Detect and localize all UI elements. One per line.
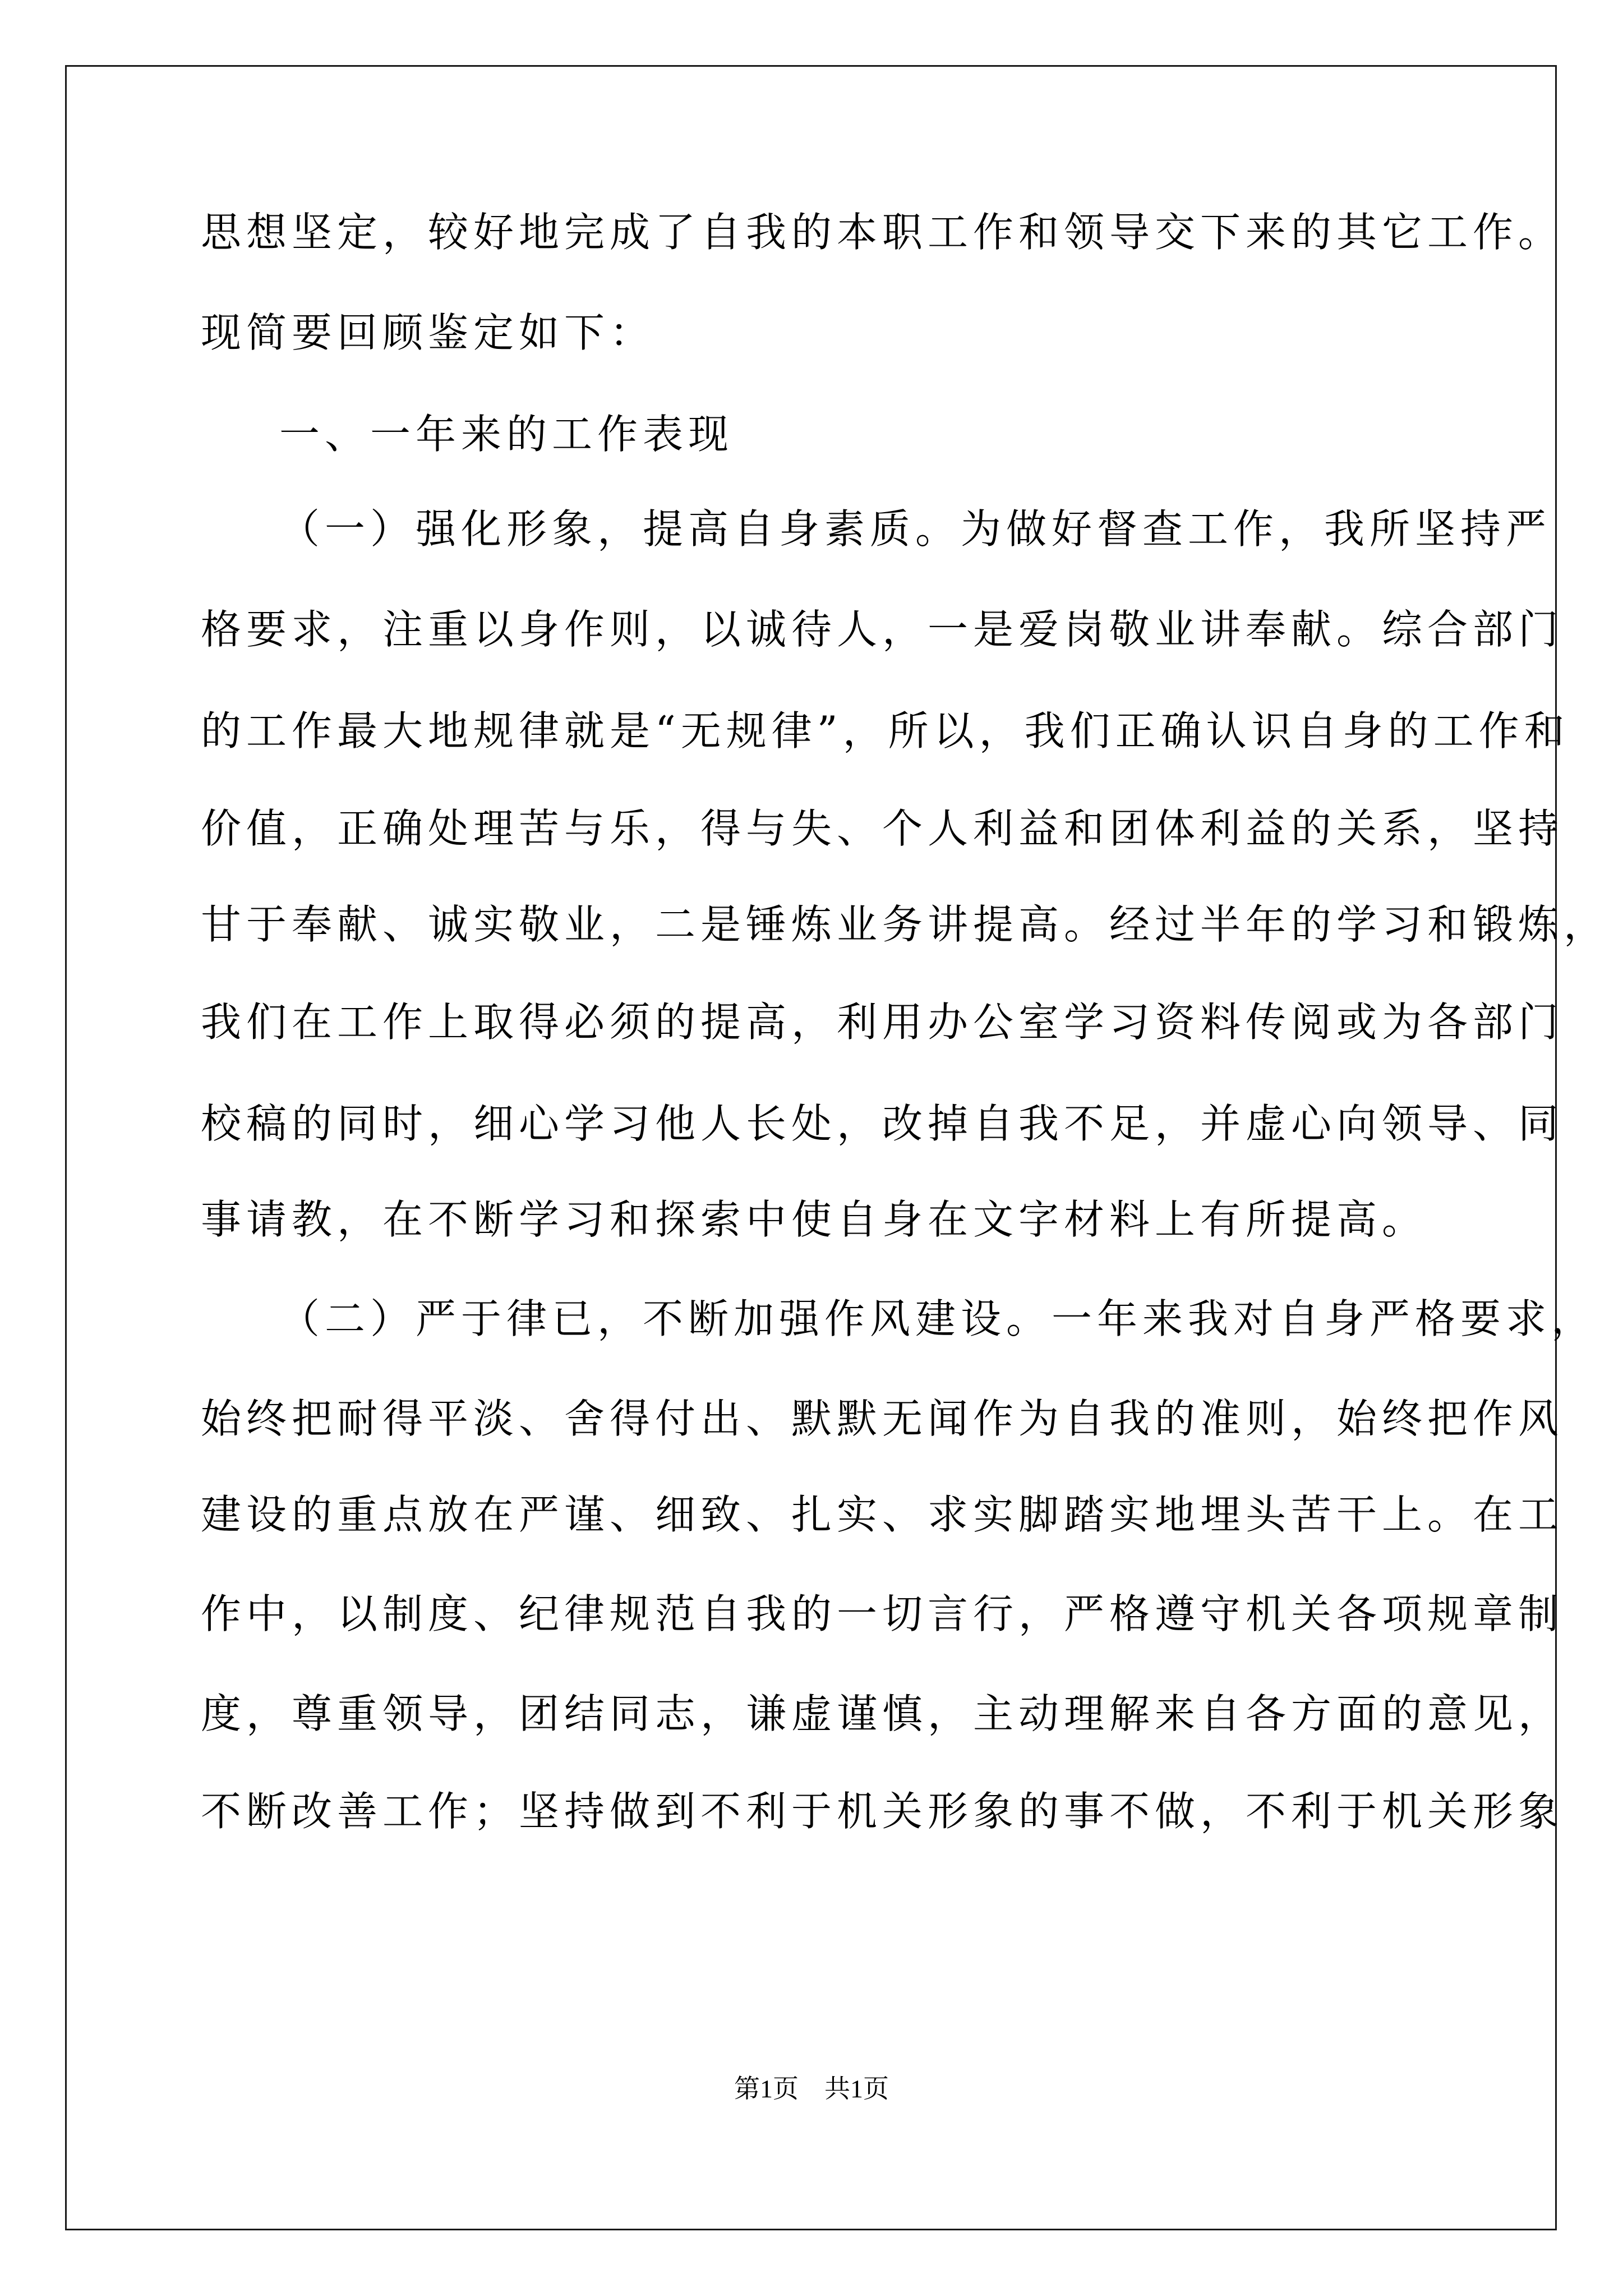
paragraph-line-17: 不断改善工作；坚持做到不利于机关形象的事不做，不利于机关形象 — [201, 1788, 1564, 1835]
subsection-heading-1: （一）强化形象，提高自身素质。为做好督查工作，我所坚持严 — [279, 505, 1552, 553]
paragraph-line-5: 格要求，注重以身作则，以诚待人，一是爱岗敬业讲奉献。综合部门 — [201, 606, 1564, 653]
paragraph-line-2: 现简要回顾鉴定如下： — [201, 309, 656, 356]
paragraph-line-8: 甘于奉献、诚实敬业，二是锤炼业务讲提高。经过半年的学习和锻炼， — [201, 901, 1610, 948]
paragraph-line-16: 度，尊重领导，团结同志，谦虚谨慎，主动理解来自各方面的意见， — [201, 1690, 1564, 1737]
paragraph-line-7: 价值，正确处理苦与乐，得与失、个人利益和团体利益的关系，坚持 — [201, 805, 1564, 852]
paragraph-line-13: 始终把耐得平淡、舍得付出、默默无闻作为自我的准则，始终把作风 — [201, 1395, 1564, 1442]
paragraph-line-15: 作中，以制度、纪律规范自我的一切言行，严格遵守机关各项规章制 — [201, 1590, 1564, 1637]
subsection-heading-2: （二）严于律已，不断加强作风建设。一年来我对自身严格要求， — [279, 1295, 1597, 1342]
paragraph-line-10: 校稿的同时，细心学习他人长处，改掉自我不足，并虚心向领导、同 — [201, 1100, 1564, 1147]
paragraph-line-6: 的工作最大地规律就是“无规律”，所以，我们正确认识自身的工作和 — [201, 707, 1570, 754]
page-footer: 第1页 共1页 — [734, 2074, 889, 2103]
section-heading: 一、一年来的工作表现 — [279, 411, 734, 458]
paragraph-line-11: 事请教，在不断学习和探索中使自身在文字材料上有所提高。 — [201, 1196, 1428, 1243]
paragraph-line-9: 我们在工作上取得必须的提高，利用办公室学习资料传阅或为各部门 — [201, 999, 1564, 1046]
paragraph-line-14: 建设的重点放在严谨、细致、扎实、求实脚踏实地埋头苦干上。在工 — [201, 1491, 1564, 1538]
paragraph-line-1: 思想坚定，较好地完成了自我的本职工作和领导交下来的其它工作。 — [201, 209, 1564, 256]
